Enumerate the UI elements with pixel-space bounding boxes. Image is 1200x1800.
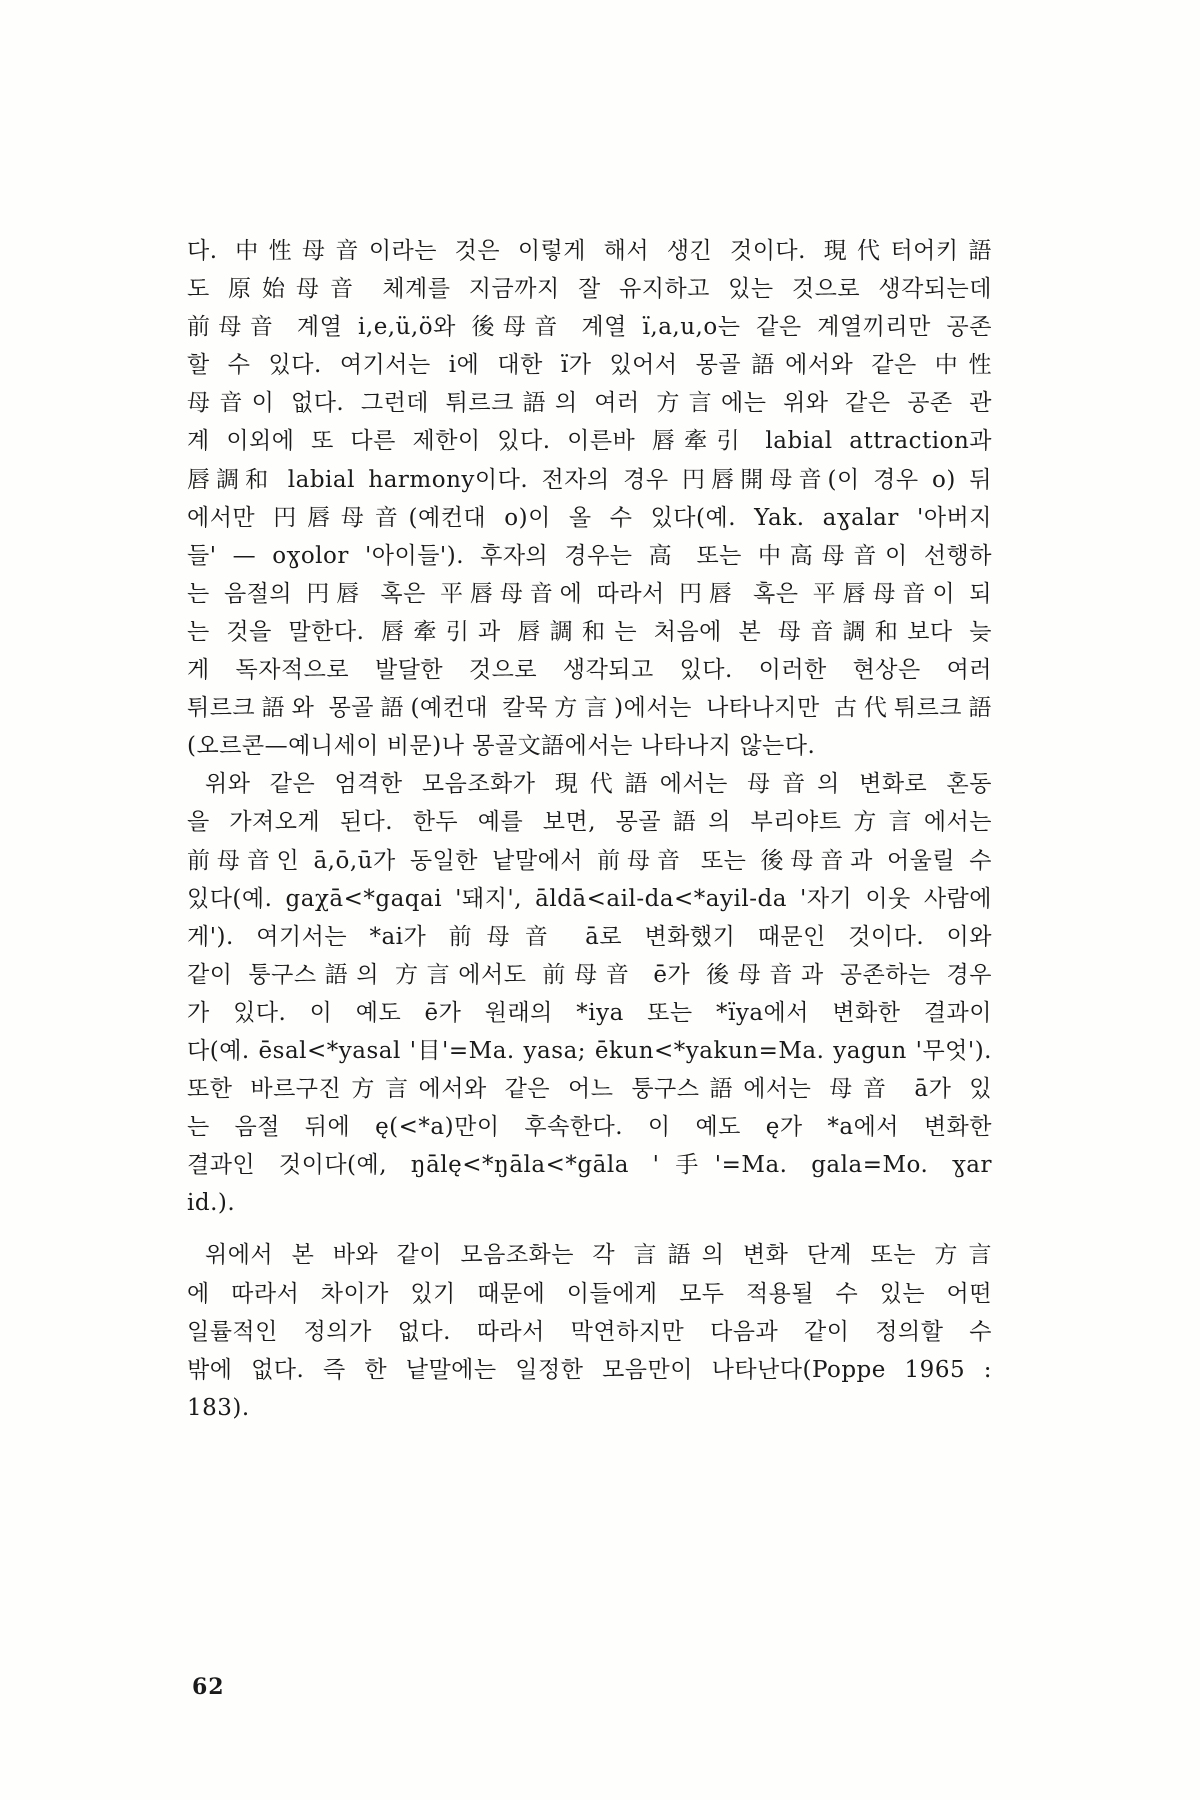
text-line: 있다(예. gaχā<*gaqai '돼지', āldā<ail-da<*ayil-da '자기 이웃 사람에	[187, 885, 992, 912]
text-line: 게'). 여기서는 *ai가 前母音 ā로 변화했기 때문인 것이다. 이와	[187, 923, 992, 950]
text-line: 결과인 것이다(예, ŋālę<*ŋāla<*gāla '手'=Ma. gala=Mo. ɣar	[187, 1152, 992, 1179]
page-number: 62	[192, 1674, 225, 1700]
body-text	[187, 232, 992, 1427]
paragraph-2	[187, 765, 992, 1222]
text-line: 계 이외에 또 다른 제한이 있다. 이른바 唇牽引 labial attraction과	[187, 428, 992, 455]
text-line: 도 原始母音 체계를 지금까지 잘 유지하고 있는 것으로 생각되는데	[187, 276, 992, 303]
text-line: 일률적인 정의가 없다. 따라서 막연하지만 다음과 같이 정의할 수	[187, 1318, 992, 1345]
text-line: 같이 퉁구스語의 方言에서도 前母音 ē가 後母音과 공존하는 경우	[187, 961, 992, 988]
text-line: 母音이 없다. 그런데 튀르크語의 여러 方言에는 위와 같은 공존 관	[187, 390, 992, 417]
text-line: 다. 中性母音이라는 것은 이렇게 해서 생긴 것이다. 現代터어키語	[187, 238, 992, 264]
text-line: 위에서 본 바와 같이 모음조화는 각 言語의 변화 단계 또는 方言	[205, 1242, 992, 1269]
text-line: 前母音인 ā,ō,ū가 동일한 낱말에서 前母音 또는 後母音과 어울릴 수	[187, 847, 992, 874]
text-line: 唇調和 labial harmony이다. 전자의 경우 円唇開母音(이 경우 o) 뒤	[187, 466, 992, 493]
paragraph-spacer	[187, 1222, 992, 1236]
paragraph-3	[187, 1236, 992, 1426]
text-line: 밖에 없다. 즉 한 낱말에는 일정한 모음만이 나타난다(Poppe 1965 :	[187, 1356, 992, 1383]
text-line: 다(예. ēsal<*yasal '目'=Ma. yasa; ēkun<*yakun=Ma. yagun '무엇').	[187, 1037, 992, 1064]
text-line: (오르콘—예니세이 비문)나 몽골文語에서는 나타나지 않는다.	[187, 733, 816, 760]
text-line: 게 독자적으로 발달한 것으로 생각되고 있다. 이러한 현상은 여러	[187, 657, 992, 684]
text-line: 에 따라서 차이가 있기 때문에 이들에게 모두 적용될 수 있는 어떤	[187, 1280, 992, 1307]
text-line: 또한 바르구진方言에서와 같은 어느 퉁구스語에서는 母音 ā가 있	[187, 1076, 992, 1103]
text-line: 가 있다. 이 예도 ē가 원래의 *iya 또는 *ïya에서 변화한 결과이	[187, 999, 992, 1026]
text-line: 는 음절의 円唇 혹은 平唇母音에 따라서 円唇 혹은 平唇母音이 되	[187, 580, 992, 607]
text-line: 183).	[187, 1394, 250, 1421]
text-line: 튀르크語와 몽골語(예컨대 칼묵方言)에서는 나타나지만 古代튀르크語	[187, 695, 992, 722]
text-line: 위와 같은 엄격한 모음조화가 現代語에서는 母音의 변화로 혼동	[205, 771, 992, 798]
text-line: 는 음절 뒤에 ę(<*a)만이 후속한다. 이 예도 ę가 *a에서 변화한	[187, 1114, 992, 1141]
text-line: 들' — oɣolor '아이들'). 후자의 경우는 高 또는 中高母音이 선행하	[187, 542, 992, 569]
text-line: 前母音 계열 i,e,ü,ö와 後母音 계열 ï,a,u,o는 같은 계열끼리만 공존	[187, 314, 992, 341]
text-line: 을 가져오게 된다. 한두 예를 보면, 몽골語의 부리야트方言에서는	[187, 809, 992, 836]
text-line: id.).	[187, 1190, 236, 1217]
paragraph-1	[187, 232, 992, 765]
text-line: 에서만 円唇母音(예컨대 o)이 올 수 있다(예. Yak. aɣalar '아버지	[187, 504, 992, 531]
text-line: 할 수 있다. 여기서는 i에 대한 ï가 있어서 몽골語에서와 같은 中性	[187, 352, 992, 379]
text-line: 는 것을 말한다. 唇牽引과 唇調和는 처음에 본 母音調和보다 늦	[187, 618, 992, 645]
